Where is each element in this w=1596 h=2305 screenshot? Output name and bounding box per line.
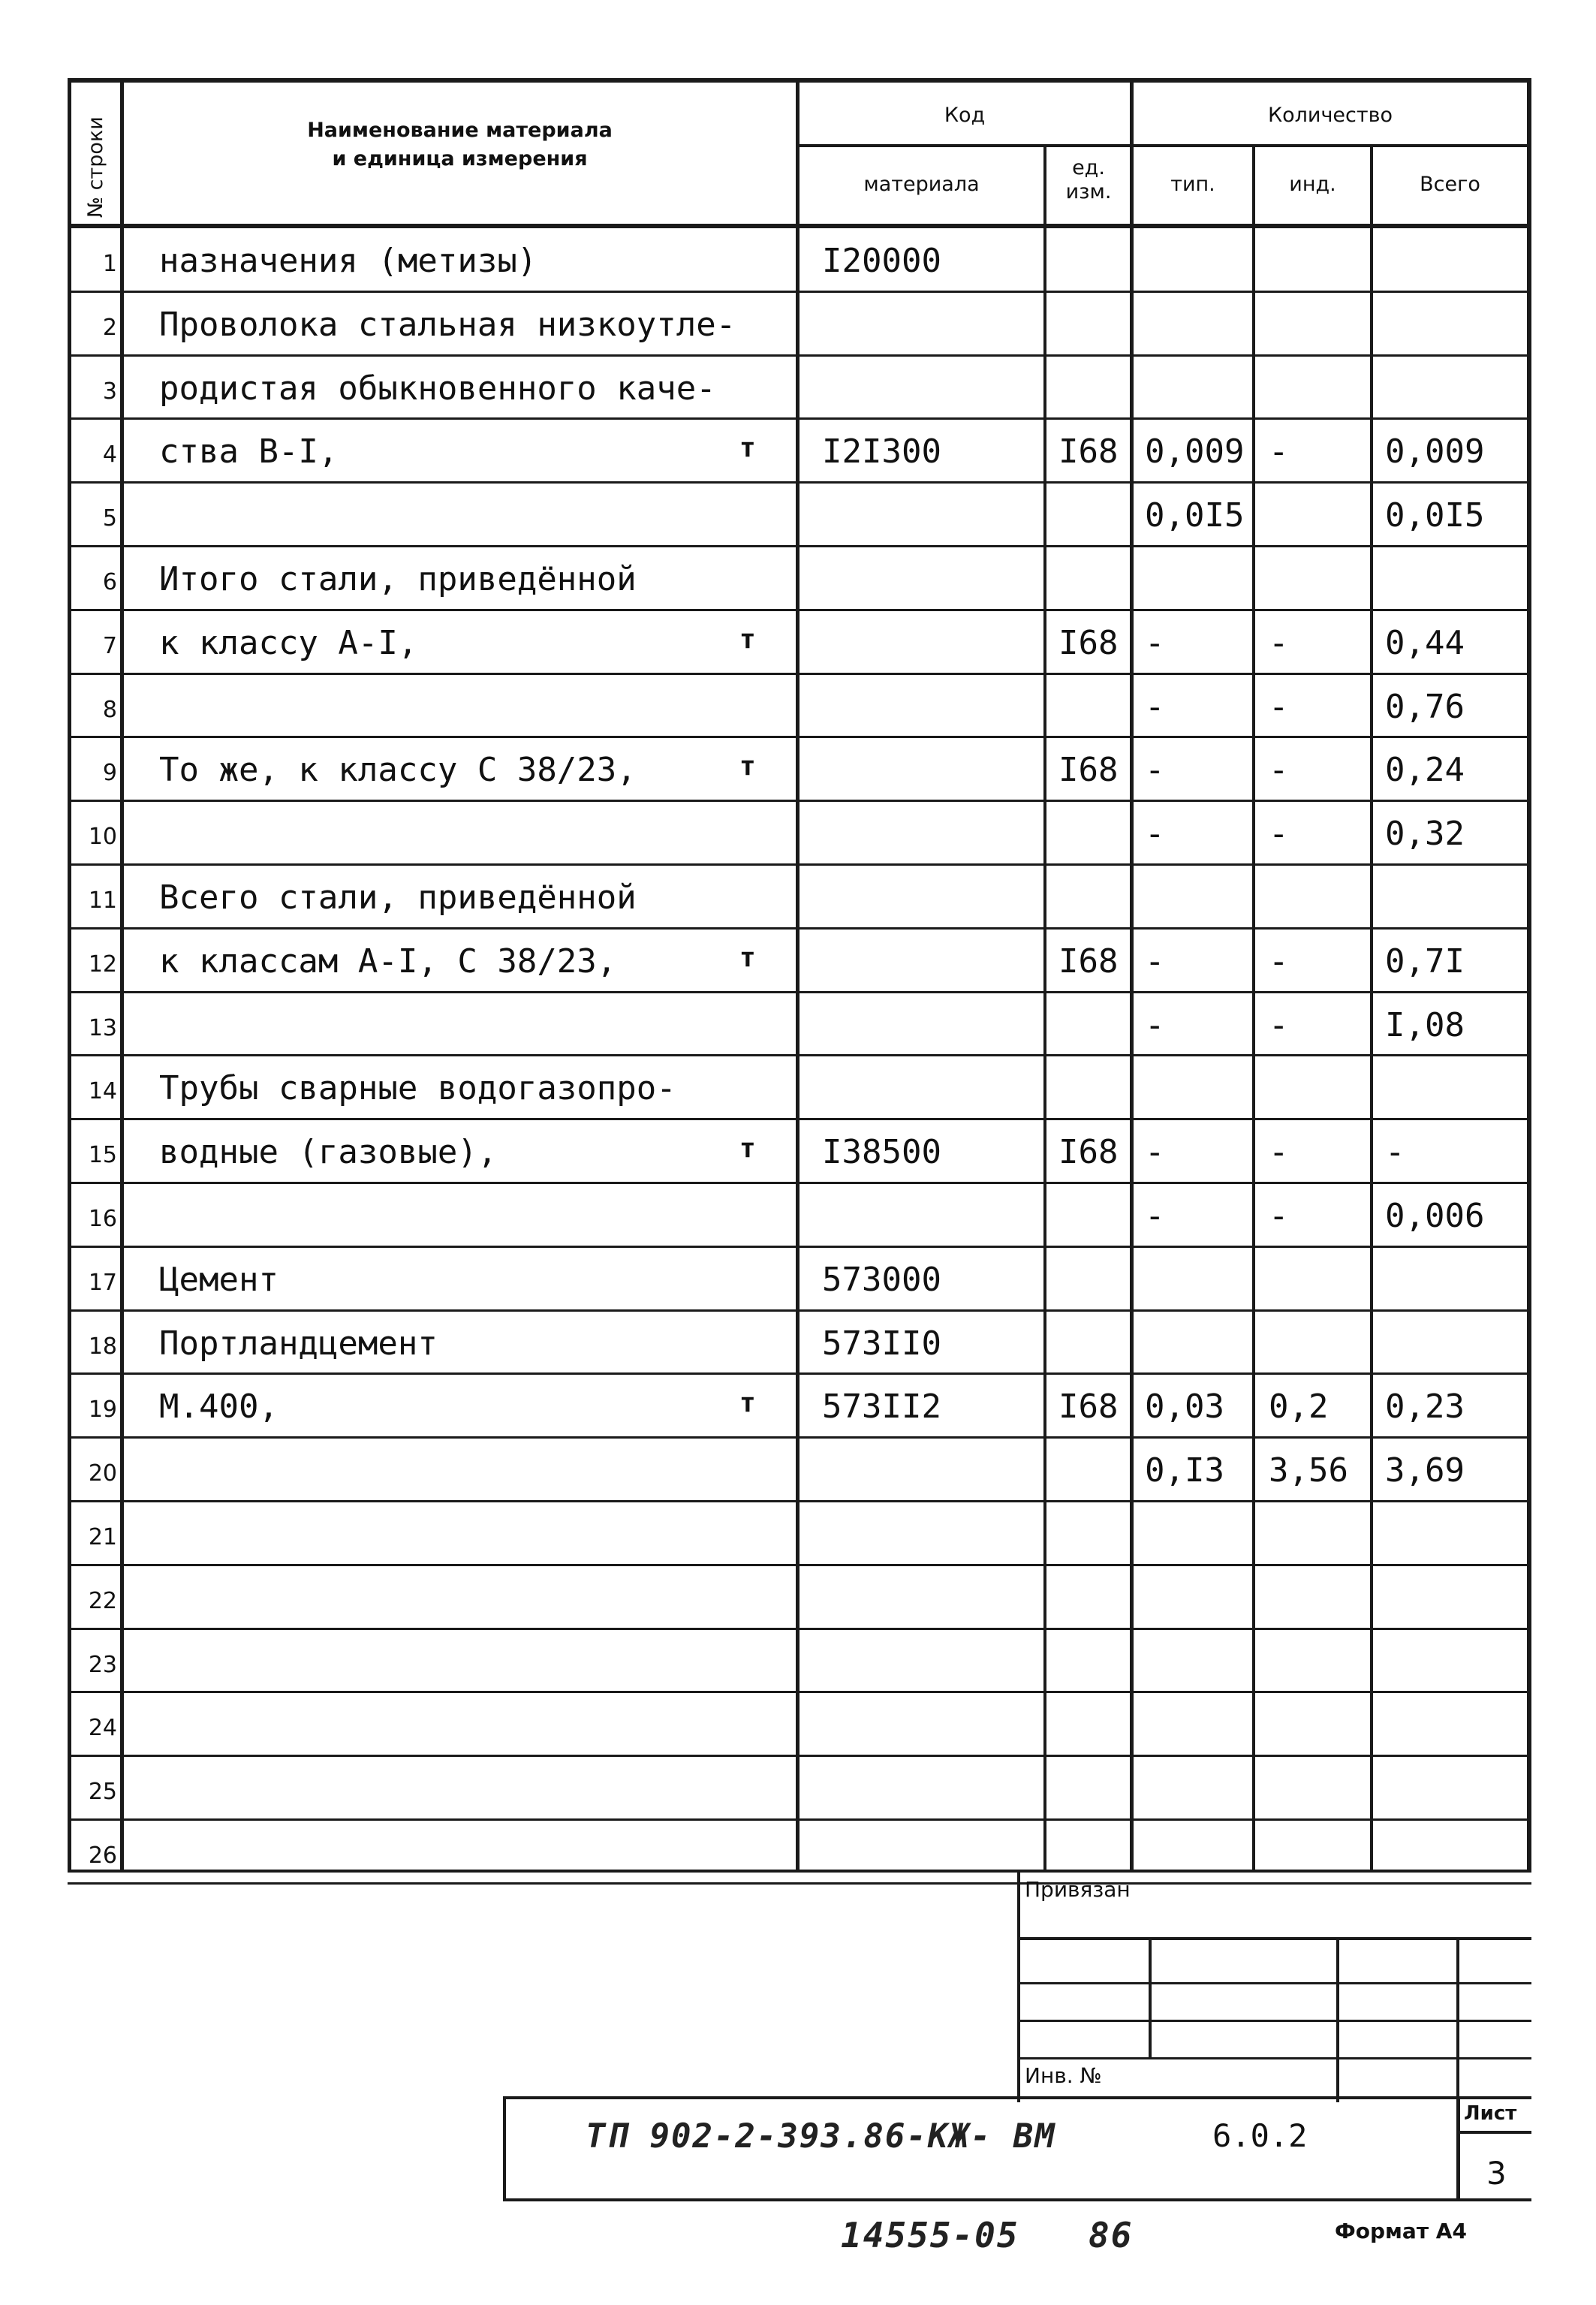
- qty-total: 3,69: [1385, 1451, 1465, 1490]
- row-number: 23: [88, 1652, 117, 1678]
- qty-ind-header: инд.: [1289, 173, 1336, 196]
- stamp-hline-4: [1017, 2057, 1531, 2059]
- row-divider: [68, 354, 1531, 357]
- material-code: 573II2: [822, 1388, 941, 1426]
- row-divider: [68, 1436, 1531, 1439]
- qty-typ: -: [1145, 688, 1165, 726]
- bottom-number: 86: [1089, 2215, 1134, 2255]
- row-number: 21: [88, 1524, 117, 1550]
- qty-typ: 0,0I5: [1145, 496, 1245, 535]
- qty-ind: -: [1269, 1133, 1289, 1171]
- titleblock-left: [503, 2096, 506, 2201]
- header-bottom-line: [68, 224, 1531, 228]
- material-name: родистая обыкновенного каче-: [159, 369, 716, 408]
- row-number: 25: [88, 1779, 117, 1805]
- row-divider: [68, 673, 1531, 675]
- qty-total: 0,006: [1385, 1197, 1485, 1235]
- bottom-code: 14555-05: [841, 2215, 1019, 2255]
- row-number: 2: [102, 315, 117, 341]
- row-divider: [68, 417, 1531, 420]
- unit-code: I68: [1058, 942, 1119, 981]
- row-number: 24: [88, 1715, 117, 1741]
- row-divider: [68, 1182, 1531, 1184]
- material-name: М.400,: [159, 1388, 279, 1426]
- unit-code: I68: [1058, 751, 1119, 789]
- qty-ind: 3,56: [1269, 1451, 1348, 1490]
- qty-total: 0,23: [1385, 1388, 1465, 1426]
- col-sep-typ: [1252, 144, 1255, 1873]
- row-number: 19: [88, 1397, 117, 1423]
- name-header-line1: Наименование материала: [307, 119, 613, 142]
- stamp-hline-1: [1017, 1937, 1531, 1940]
- qty-total: 0,44: [1385, 624, 1465, 662]
- row-divider: [68, 863, 1531, 866]
- col-sep-code: [1043, 144, 1046, 1873]
- unit-of-measure: т: [739, 1388, 756, 1418]
- row-number: 8: [102, 697, 117, 723]
- qty-typ: 0,03: [1145, 1388, 1224, 1426]
- qty-typ: -: [1145, 624, 1165, 662]
- qty-ind: -: [1269, 688, 1289, 726]
- qty-total: 0,7I: [1385, 942, 1465, 981]
- row-divider: [68, 1246, 1531, 1248]
- row-divider: [68, 1818, 1531, 1821]
- table-border-right: [1527, 78, 1531, 1873]
- material-code: 573II0: [822, 1324, 941, 1363]
- material-name: Всего стали, приведённой: [159, 878, 637, 917]
- code-header: Код: [944, 104, 986, 127]
- qty-typ: -: [1145, 942, 1165, 981]
- stamp-vline-b: [1336, 1937, 1339, 2102]
- document-code: ТП 902-2-393.86-КЖ- ВМ: [586, 2117, 1056, 2156]
- document-suffix: 6.0.2: [1212, 2117, 1308, 2154]
- qty-total: 0,0I5: [1385, 496, 1485, 535]
- qty-ind: -: [1269, 1197, 1289, 1235]
- qty-total: -: [1385, 1133, 1405, 1171]
- name-header-line2: и единица измерения: [332, 147, 588, 170]
- row-number: 26: [88, 1842, 117, 1869]
- sheet-cell-left: [1456, 2096, 1460, 2201]
- qty-total: 0,009: [1385, 432, 1485, 471]
- unit-of-measure: т: [739, 1133, 756, 1164]
- row-divider: [68, 1500, 1531, 1502]
- code-unit-header: ед. изм.: [1065, 156, 1112, 203]
- material-name: Проволока стальная низкоутле-: [159, 306, 736, 344]
- material-name: Цемент: [159, 1261, 279, 1299]
- sheet-label: Лист: [1464, 2102, 1517, 2125]
- sheet-cell-mid: [1456, 2131, 1531, 2134]
- row-divider: [68, 609, 1531, 611]
- material-name: Итого стали, приведённой: [159, 560, 637, 598]
- row-number: 16: [88, 1206, 117, 1232]
- unit-of-measure: т: [739, 432, 756, 463]
- sheet-number: 3: [1486, 2155, 1507, 2192]
- unit-of-measure: т: [739, 751, 756, 782]
- stamp-vline-a: [1149, 1937, 1152, 2057]
- row-number: 9: [102, 760, 117, 786]
- unit-code: I68: [1058, 1133, 1119, 1171]
- material-code: I38500: [822, 1133, 941, 1171]
- qty-ind: -: [1269, 751, 1289, 789]
- qty-total: 0,24: [1385, 751, 1465, 789]
- qty-typ: -: [1145, 1197, 1165, 1235]
- row-divider: [68, 1564, 1531, 1566]
- code-material-header: материала: [863, 173, 980, 196]
- row-divider: [68, 291, 1531, 293]
- row-number: 14: [88, 1078, 117, 1104]
- row-divider: [68, 1054, 1531, 1056]
- unit-code: I68: [1058, 1388, 1119, 1426]
- row-number: 12: [88, 951, 117, 978]
- row-number: 7: [102, 633, 117, 659]
- material-name: назначения (метизы): [159, 242, 538, 280]
- qty-total: 0,76: [1385, 688, 1465, 726]
- material-name: к классам А-I, С 38/23,: [159, 942, 617, 981]
- row-divider: [68, 927, 1531, 930]
- row-divider: [68, 1882, 1531, 1885]
- unit-of-measure: т: [739, 942, 756, 973]
- material-code: I20000: [822, 242, 941, 280]
- qty-total: 0,32: [1385, 815, 1465, 853]
- row-number: 3: [102, 378, 117, 405]
- header-mid-line: [796, 144, 1531, 147]
- privyazan-label: Привязан: [1025, 1877, 1131, 1902]
- quantity-header: Количество: [1267, 104, 1393, 127]
- row-number: 10: [88, 824, 117, 850]
- col-sep-ind: [1370, 144, 1373, 1873]
- material-code: I2I300: [822, 432, 941, 471]
- row-number: 11: [88, 887, 117, 914]
- material-name: Трубы сварные водогазопро-: [159, 1069, 676, 1107]
- row-number: 22: [88, 1588, 117, 1614]
- row-number-header: № строки: [84, 116, 107, 218]
- row-divider: [68, 800, 1531, 802]
- row-number: 13: [88, 1015, 117, 1041]
- qty-ind: -: [1269, 1006, 1289, 1044]
- col-sep-rownum: [120, 78, 124, 1873]
- row-divider: [68, 1118, 1531, 1120]
- row-number: 4: [102, 441, 117, 468]
- qty-total: I,08: [1385, 1006, 1465, 1044]
- qty-typ: 0,009: [1145, 432, 1245, 471]
- row-divider: [68, 1755, 1531, 1757]
- material-name: ства В-I,: [159, 432, 339, 471]
- material-name: Портландцемент: [159, 1324, 438, 1363]
- row-number: 6: [102, 569, 117, 595]
- row-number: 18: [88, 1333, 117, 1360]
- table-border-top: [68, 78, 1531, 83]
- row-number: 5: [102, 505, 117, 532]
- unit-code: I68: [1058, 432, 1119, 471]
- row-divider: [68, 1691, 1531, 1693]
- qty-ind: -: [1269, 432, 1289, 471]
- row-divider: [68, 1628, 1531, 1630]
- qty-typ: 0,I3: [1145, 1451, 1224, 1490]
- material-name: к классу А-I,: [159, 624, 418, 662]
- qty-total-header: Всего: [1420, 173, 1480, 196]
- stamp-left-vline: [1017, 1870, 1020, 2102]
- titleblock-bottom: [503, 2198, 1531, 2201]
- stamp-hline-3: [1017, 2020, 1531, 2022]
- material-name: водные (газовые),: [159, 1133, 498, 1171]
- titleblock-top: [503, 2096, 1531, 2099]
- row-divider: [68, 481, 1531, 484]
- row-number: 15: [88, 1142, 117, 1168]
- inv-no-label: Инв. №: [1025, 2063, 1102, 2088]
- format-label: Формат А4: [1335, 2219, 1467, 2243]
- stamp-hline-2: [1017, 1982, 1531, 1984]
- unit-code: I68: [1058, 624, 1119, 662]
- unit-of-measure: т: [739, 624, 756, 655]
- qty-typ-header: тип.: [1170, 173, 1215, 196]
- qty-ind: -: [1269, 942, 1289, 981]
- material-code: 573000: [822, 1261, 941, 1299]
- stamp-vline-c: [1456, 1937, 1459, 2102]
- row-divider: [68, 736, 1531, 738]
- row-divider: [68, 1309, 1531, 1312]
- qty-typ: -: [1145, 1133, 1165, 1171]
- qty-typ: -: [1145, 751, 1165, 789]
- qty-typ: -: [1145, 1006, 1165, 1044]
- row-divider: [68, 1372, 1531, 1375]
- col-sep-ed: [1130, 78, 1134, 1873]
- material-name: То же, к классу С 38/23,: [159, 751, 637, 789]
- qty-ind: -: [1269, 815, 1289, 853]
- row-number: 20: [88, 1460, 117, 1487]
- qty-typ: -: [1145, 815, 1165, 853]
- row-number: 1: [102, 251, 117, 277]
- qty-ind: -: [1269, 624, 1289, 662]
- table-bottom-line: [68, 1870, 1531, 1873]
- col-sep-name: [796, 78, 800, 1873]
- row-number: 17: [88, 1270, 117, 1296]
- row-divider: [68, 545, 1531, 547]
- qty-ind: 0,2: [1269, 1388, 1329, 1426]
- row-divider: [68, 991, 1531, 993]
